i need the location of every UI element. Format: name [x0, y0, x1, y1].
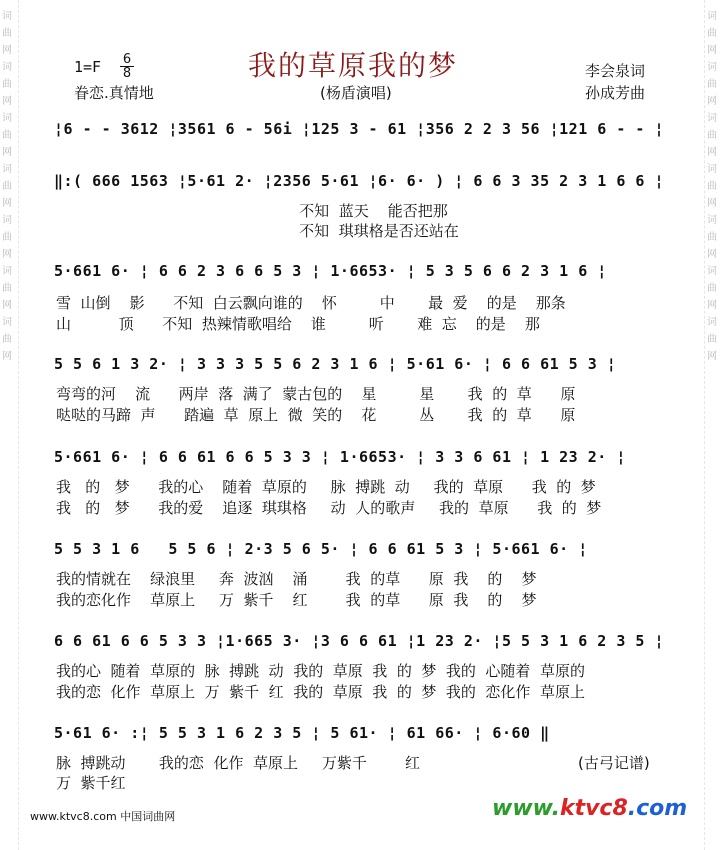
song-title: 我的草原我的梦 [248, 49, 459, 82]
watermark-glyph: 曲 [707, 283, 717, 294]
watermark-glyph: 曲 [2, 181, 12, 192]
watermark-glyph: 词 [2, 164, 12, 175]
lyric-line-6b: 我的恋化作 草原上 万 紫千 红 我 的草 原 我 的 梦 [56, 591, 537, 609]
watermark-glyph: 网 [707, 351, 717, 362]
watermark-glyph: 曲 [707, 130, 717, 141]
watermark-glyph: 曲 [2, 283, 12, 294]
lyric-line-7a: 我的心 随着 草原的 脉 搏跳 动 我的 草原 我 的 梦 我的 心随着 草原的 [56, 662, 585, 680]
watermark-glyph: 网 [707, 45, 717, 56]
watermark-glyph: 网 [707, 198, 717, 209]
notation-line-6: 5 5 3 1 6 5 5 6 ¦ 2·3 5 6 5· ¦ 6 6 61 5 3 ¦ 5·661 6· ¦ [54, 540, 588, 558]
watermark-glyph: 曲 [707, 232, 717, 243]
lyric-line-5a: 我 的 梦 我的心 随着 草原的 脉 搏跳 动 我的 草原 我 的 梦 [56, 478, 596, 496]
watermark-glyph: 网 [707, 96, 717, 107]
side-watermark-left [2, 10, 16, 367]
notation-line-8: 5·61 6· :¦ 5 5 3 1 6 2 3 5 ¦ 5 61· ¦ 61 66· ¦ 6·60 ‖ [54, 724, 550, 742]
watermark-glyph: 曲 [2, 334, 12, 345]
watermark-glyph: 词 [707, 317, 717, 328]
watermark-glyph: 词 [2, 317, 12, 328]
notation-line-7: 6 6 61 6 6 5 3 3 ¦1·665 3· ¦3 6 6 61 ¦1 23 2· ¦5 5 3 1 6 2 3 5 ¦ [54, 632, 664, 650]
lyric-line-4b: 哒哒的马蹄 声 踏遍 草 原上 微 笑的 花 丛 我 的 草 原 [56, 406, 576, 424]
watermark-glyph: 网 [2, 249, 12, 260]
notation-line-2: ‖:( 666 1563 ¦5·61 2· ¦2356 5·61 ¦6· 6· ) ¦ 6 6 3 35 2 3 1 6 6 ¦ [54, 172, 664, 190]
time-signature-bottom: 8 [120, 66, 134, 80]
watermark-glyph: 词 [2, 215, 12, 226]
tempo-marking: 眷恋.真情地 [74, 84, 154, 102]
time-signature [120, 53, 134, 80]
watermark-glyph: 词 [707, 266, 717, 277]
watermark-glyph: 词 [707, 215, 717, 226]
lyric-line-5b: 我 的 梦 我的爱 追逐 琪琪格 动 人的歌声 我的 草原 我 的 梦 [56, 499, 602, 517]
site-logo-name: ktvc8 [559, 796, 628, 821]
lyricist-credit: 李会泉词 [585, 62, 646, 80]
lyric-line-3a: 雪 山倒 影 不知 白云飘向谁的 怀 中 最 爱 的是 那条 [56, 294, 566, 312]
footer-site-text: www.ktvc8.com 中国词曲网 [30, 810, 176, 823]
watermark-glyph: 词 [2, 266, 12, 277]
watermark-glyph: 曲 [707, 181, 717, 192]
lyric-line-2b: 不知 琪琪格是否还站在 [56, 222, 459, 240]
composer-credit: 孙成芳曲 [585, 84, 646, 102]
watermark-glyph: 网 [707, 147, 717, 158]
notation-line-5: 5·661 6· ¦ 6 6 61 6 6 5 3 3 ¦ 1·6653· ¦ 3 3 6 61 ¦ 1 23 2· ¦ [54, 448, 626, 466]
singer-credit: (杨盾演唱) [320, 84, 392, 102]
lyric-line-8a: 脉 搏跳动 我的恋 化作 草原上 万紫千 红 [56, 754, 420, 772]
watermark-glyph: 词 [2, 11, 12, 22]
key-signature: 1=F [74, 58, 102, 76]
right-margin-line [704, 0, 705, 850]
notation-line-1: ¦6 - - 3612 ¦3561 6 - 56i ¦125 3 - 61 ¦356 2 2 3 56 ¦121 6 - - ¦ [54, 120, 664, 138]
left-margin-line [18, 0, 19, 850]
lyric-line-3b: 山 顶 不知 热辣情歌唱给 谁 听 难 忘 的是 那 [56, 315, 540, 333]
notation-line-3: 5·661 6· ¦ 6 6 2 3 6 6 5 3 ¦ 1·6653· ¦ 5 3 5 6 6 2 3 1 6 ¦ [54, 262, 607, 280]
watermark-glyph: 词 [707, 11, 717, 22]
time-signature-top: 6 [122, 52, 132, 67]
lyric-line-6a: 我的情就在 绿浪里 奔 波汹 涌 我 的草 原 我 的 梦 [56, 570, 537, 588]
watermark-glyph: 词 [2, 62, 12, 73]
watermark-glyph: 网 [2, 45, 12, 56]
watermark-glyph: 词 [707, 62, 717, 73]
watermark-glyph: 网 [707, 249, 717, 260]
watermark-glyph: 网 [2, 300, 12, 311]
watermark-glyph: 网 [2, 351, 12, 362]
notation-line-4: 5 5 6 1 3 2· ¦ 3 3 3 5 5 6 2 3 1 6 ¦ 5·61 6· ¦ 6 6 61 5 3 ¦ [54, 355, 617, 373]
site-logo [492, 796, 687, 821]
watermark-glyph: 曲 [707, 334, 717, 345]
lyric-line-8b: 万 紫千红 [56, 774, 126, 792]
lyric-line-2a: 不知 蓝天 能否把那 [56, 202, 448, 220]
site-logo-prefix: www. [492, 796, 560, 821]
watermark-glyph: 曲 [2, 79, 12, 90]
watermark-glyph: 曲 [2, 28, 12, 39]
watermark-glyph: 网 [707, 300, 717, 311]
watermark-glyph: 曲 [707, 28, 717, 39]
watermark-glyph: 网 [2, 96, 12, 107]
watermark-glyph: 曲 [2, 232, 12, 243]
watermark-glyph: 曲 [707, 79, 717, 90]
watermark-glyph: 词 [2, 113, 12, 124]
watermark-glyph: 网 [2, 198, 12, 209]
lyric-line-4a: 弯弯的河 流 两岸 落 满了 蒙古包的 星 星 我 的 草 原 [56, 385, 576, 403]
watermark-glyph: 词 [707, 113, 717, 124]
lyric-line-7b: 我的恋 化作 草原上 万 紫千 红 我的 草原 我 的 梦 我的 恋化作 草原上 [56, 683, 585, 701]
watermark-glyph: 词 [707, 164, 717, 175]
site-logo-suffix: .com [627, 796, 688, 821]
transcriber-credit: (古弓记谱) [578, 754, 650, 772]
watermark-glyph: 曲 [2, 130, 12, 141]
watermark-glyph: 网 [2, 147, 12, 158]
side-watermark-right [707, 10, 721, 367]
